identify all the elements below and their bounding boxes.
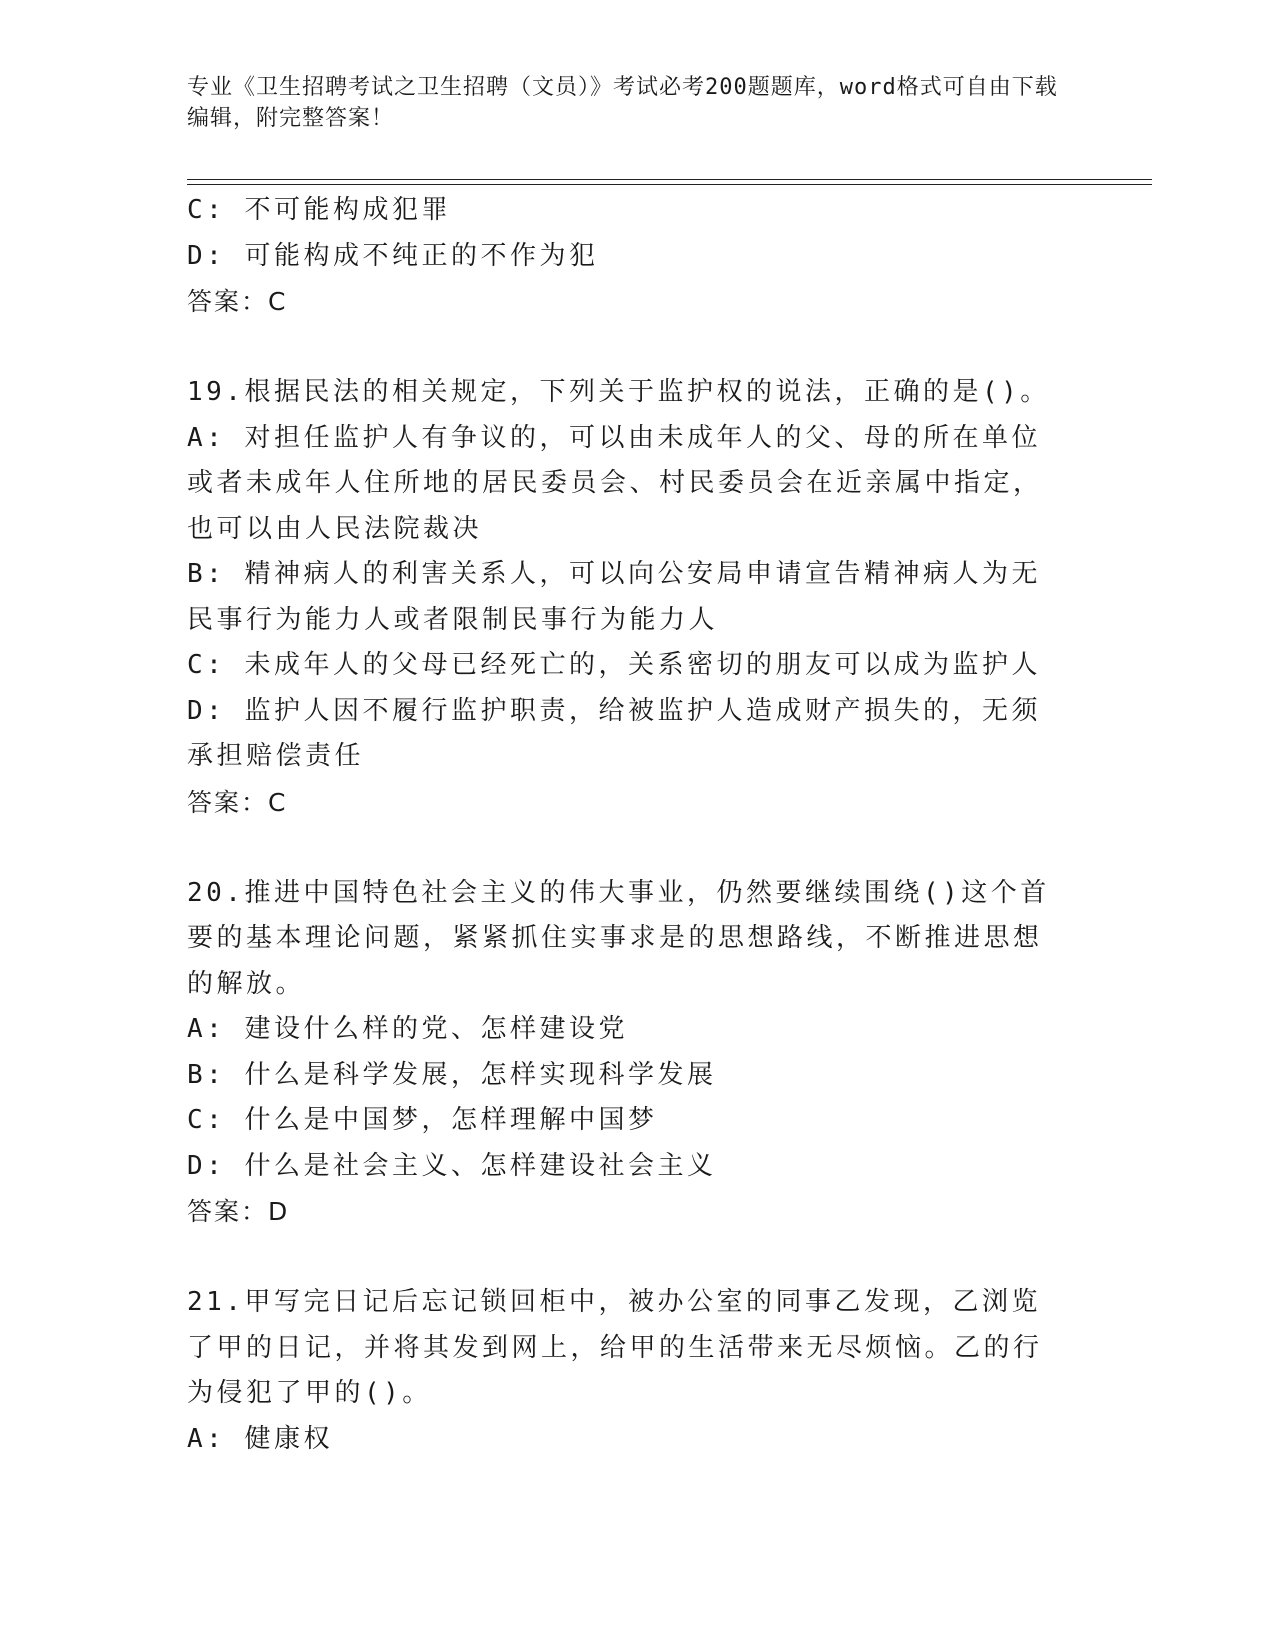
q21-stem: 21.甲写完日记后忘记锁回柜中，被办公室的同事乙发现，乙浏览了甲的日记，并将其发到网上，给甲的生活带来无尽烦恼。乙的行为侵犯了甲的()。 <box>187 1287 1043 1408</box>
question-20 <box>187 871 1067 1235</box>
q19-answer: 答案：C <box>187 787 288 817</box>
q19-option-d: D: 监护人因不履行监护职责，给被监护人造成财产损失的，无须承担赔偿责任 <box>187 695 1041 771</box>
prev-question-block <box>187 188 1067 325</box>
prev-answer: 答案：C <box>187 287 288 316</box>
q20-option-d: D: 什么是社会主义、怎样建设社会主义 <box>187 1150 717 1181</box>
q19-option-a: A: 对担任监护人有争议的，可以由未成年人的父、母的所在单位或者未成年人住所地的居民委员会、村民委员会在近亲属中指定，也可以由人民法院裁决 <box>187 422 1043 544</box>
prev-option-c: C: 不可能构成犯罪 <box>187 195 451 225</box>
q19-stem: 19.根据民法的相关规定，下列关于监护权的说法，正确的是()。 <box>187 377 1050 407</box>
q20-option-a: A: 建设什么样的党、怎样建设党 <box>187 1014 628 1044</box>
document-body <box>187 188 1067 1462</box>
q20-stem: 20.推进中国特色社会主义的伟大事业，仍然要继续围绕()这个首要的基本理论问题，紧紧抓住实事求是的思想路线，不断推进思想的解放。 <box>187 877 1050 999</box>
page-header: 专业《卫生招聘考试之卫生招聘（文员）》考试必考200题题库，word格式可自由下载编辑，附完整答案！ <box>187 75 1058 131</box>
q21-option-a: A: 健康权 <box>187 1423 333 1454</box>
question-21 <box>187 1280 1067 1462</box>
prev-option-d: D: 可能构成不纯正的不作为犯 <box>187 240 599 271</box>
q20-answer: 答案：D <box>187 1197 290 1226</box>
spacer <box>187 1235 1067 1281</box>
spacer <box>187 825 1067 871</box>
q20-option-c: C: 什么是中国梦，怎样理解中国梦 <box>187 1105 658 1135</box>
q20-option-b: B: 什么是科学发展，怎样实现科学发展 <box>187 1059 717 1090</box>
spacer <box>187 325 1067 371</box>
q19-option-c: C: 未成年人的父母已经死亡的，关系密切的朋友可以成为监护人 <box>187 650 1041 680</box>
q19-option-b: B: 精神病人的利害关系人，可以向公安局申请宣告精神病人为无民事行为能力人或者限制民事行为能力人 <box>187 559 1041 635</box>
header-rule-top <box>187 179 1152 180</box>
header-rule-bottom <box>187 184 1152 185</box>
question-19 <box>187 370 1067 825</box>
